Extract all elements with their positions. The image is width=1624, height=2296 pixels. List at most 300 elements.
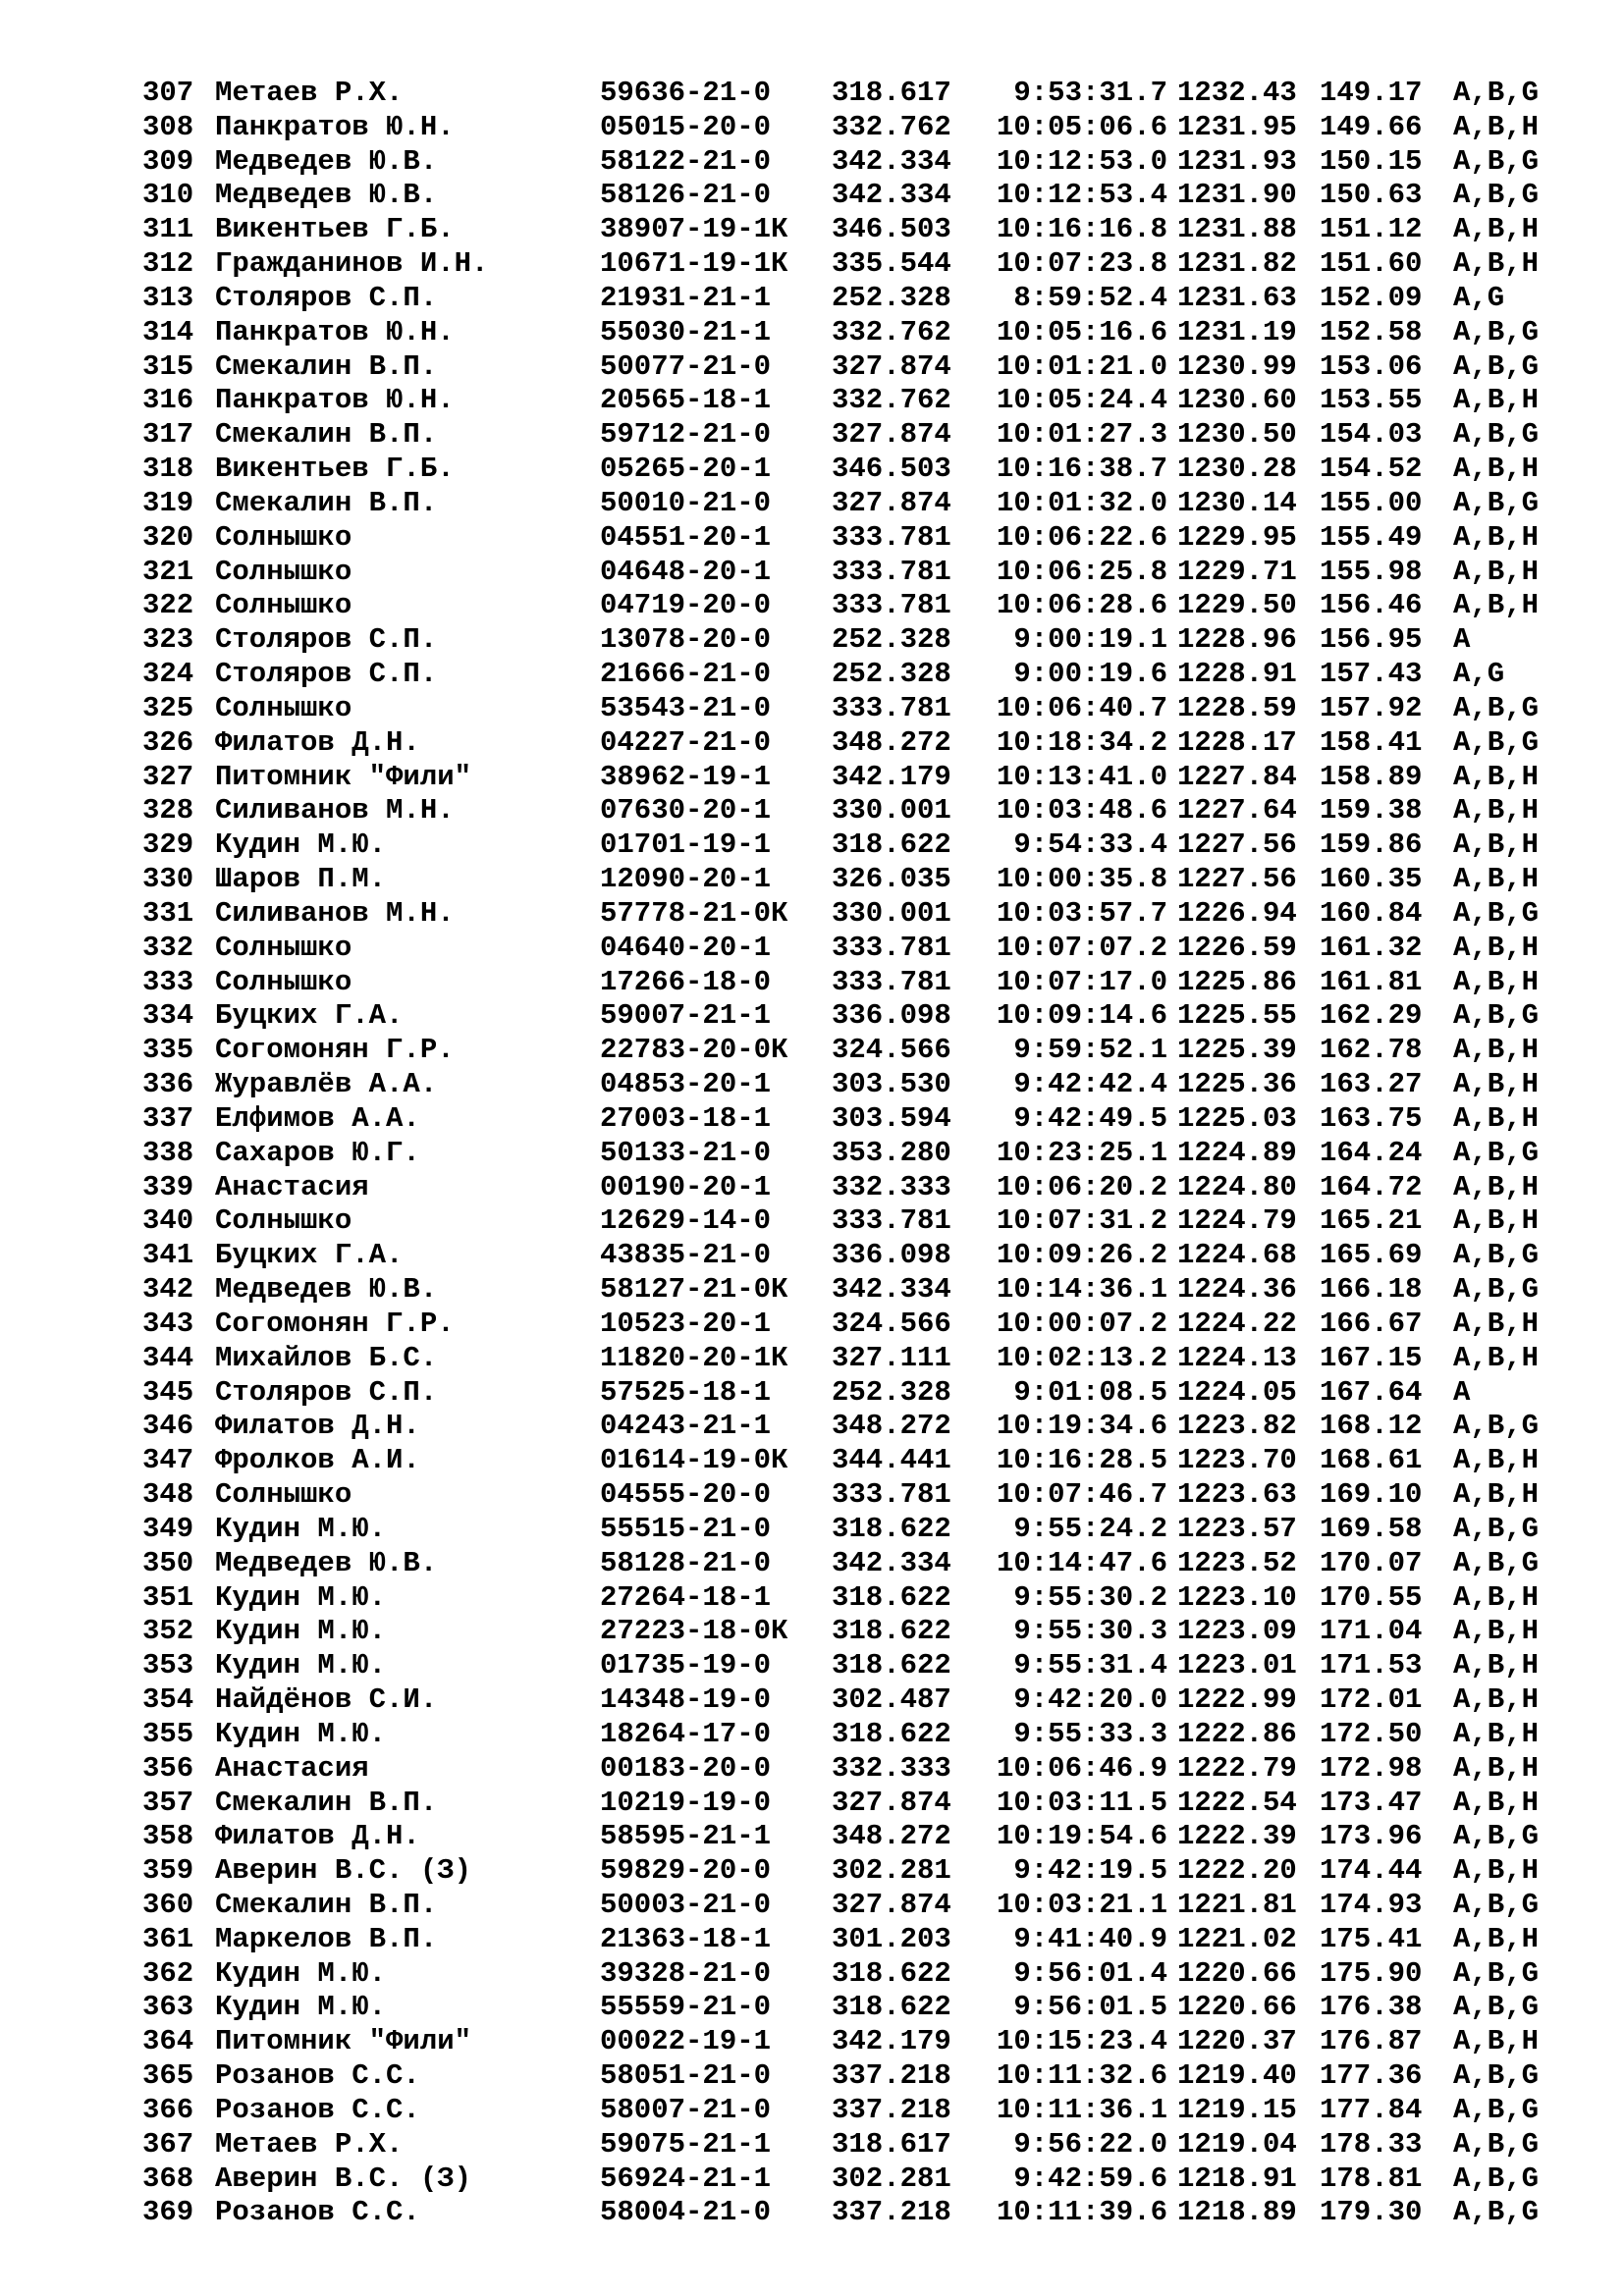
place-number: 340 bbox=[142, 1204, 194, 1238]
classification: A,B,H bbox=[1453, 2025, 1540, 2058]
place-number: 318 bbox=[142, 453, 194, 486]
speed: 1224.68 bbox=[1177, 1239, 1297, 1272]
classification: A,B,G bbox=[1453, 2093, 1540, 2126]
owner-name: Солнышко bbox=[215, 1204, 352, 1238]
classification: A,B,G bbox=[1453, 2196, 1540, 2229]
arrival-time: 10:09:14.6 bbox=[996, 999, 1167, 1033]
ring-number: 21931-21-1 bbox=[600, 281, 772, 314]
table-row bbox=[0, 1068, 1624, 1101]
owner-name: Анастасия bbox=[215, 1751, 369, 1785]
classification: A,B,H bbox=[1453, 1786, 1540, 1819]
table-row bbox=[0, 145, 1624, 179]
arrival-time: 9:01:08.5 bbox=[1013, 1375, 1167, 1409]
place-number: 337 bbox=[142, 1101, 194, 1135]
table-row bbox=[0, 179, 1624, 212]
points: 154.52 bbox=[1320, 453, 1423, 486]
table-row bbox=[0, 863, 1624, 896]
place-number: 330 bbox=[142, 863, 194, 896]
arrival-time: 10:01:21.0 bbox=[996, 349, 1167, 383]
points: 172.50 bbox=[1320, 1717, 1423, 1750]
arrival-time: 9:00:19.1 bbox=[1013, 623, 1167, 657]
distance: 318.617 bbox=[832, 2127, 951, 2161]
speed: 1226.59 bbox=[1177, 931, 1297, 964]
arrival-time: 10:06:22.6 bbox=[996, 520, 1167, 554]
ring-number: 59829-20-0 bbox=[600, 1854, 772, 1888]
speed: 1224.13 bbox=[1177, 1341, 1297, 1374]
place-number: 327 bbox=[142, 760, 194, 793]
classification: A,B,G bbox=[1453, 999, 1540, 1033]
arrival-time: 10:06:46.9 bbox=[996, 1751, 1167, 1785]
distance: 344.441 bbox=[832, 1444, 951, 1477]
points: 156.46 bbox=[1320, 589, 1423, 622]
points: 158.89 bbox=[1320, 760, 1423, 793]
points: 150.15 bbox=[1320, 144, 1423, 178]
arrival-time: 10:07:23.8 bbox=[996, 247, 1167, 281]
table-row bbox=[0, 1034, 1624, 1067]
arrival-time: 10:11:32.6 bbox=[996, 2059, 1167, 2093]
points: 171.53 bbox=[1320, 1649, 1423, 1682]
table-row bbox=[0, 2094, 1624, 2127]
table-row bbox=[0, 282, 1624, 315]
table-row bbox=[0, 1752, 1624, 1786]
points: 168.61 bbox=[1320, 1444, 1423, 1477]
points: 156.95 bbox=[1320, 623, 1423, 657]
points: 174.93 bbox=[1320, 1888, 1423, 1921]
place-number: 332 bbox=[142, 931, 194, 964]
table-row bbox=[0, 316, 1624, 349]
classification: A,B,H bbox=[1453, 1580, 1540, 1614]
speed: 1231.90 bbox=[1177, 179, 1297, 212]
classification: A,B,G bbox=[1453, 2059, 1540, 2093]
distance: 303.530 bbox=[832, 1068, 951, 1101]
classification: A,B,G bbox=[1453, 2162, 1540, 2195]
classification: A,B,H bbox=[1453, 1615, 1540, 1648]
owner-name: Столяров С.П. bbox=[215, 658, 438, 691]
owner-name: Кудин М.Ю. bbox=[215, 1956, 387, 1990]
owner-name: Филатов Д.Н. bbox=[215, 725, 420, 759]
owner-name: Солнышко bbox=[215, 589, 352, 622]
speed: 1225.55 bbox=[1177, 999, 1297, 1033]
owner-name: Буцких Г.А. bbox=[215, 999, 404, 1033]
classification: A,B,G bbox=[1453, 896, 1540, 930]
table-row bbox=[0, 1171, 1624, 1204]
distance: 326.035 bbox=[832, 863, 951, 896]
owner-name: Розанов С.С. bbox=[215, 2196, 420, 2229]
owner-name: Филатов Д.Н. bbox=[215, 1410, 420, 1443]
owner-name: Панкратов Ю.Н. bbox=[215, 110, 455, 143]
ring-number: 59636-21-0 bbox=[600, 77, 772, 109]
owner-name: Кудин М.Ю. bbox=[215, 1615, 387, 1648]
points: 163.27 bbox=[1320, 1068, 1423, 1101]
distance: 302.281 bbox=[832, 2162, 951, 2195]
distance: 333.781 bbox=[832, 691, 951, 724]
place-number: 369 bbox=[142, 2196, 194, 2229]
table-row bbox=[0, 556, 1624, 589]
owner-name: Смекалин В.П. bbox=[215, 349, 438, 383]
points: 172.01 bbox=[1320, 1683, 1423, 1716]
table-row bbox=[0, 1342, 1624, 1375]
owner-name: Гражданинов И.Н. bbox=[215, 247, 489, 281]
speed: 1231.93 bbox=[1177, 144, 1297, 178]
table-row bbox=[0, 1273, 1624, 1307]
owner-name: Шаров П.М. bbox=[215, 863, 387, 896]
speed: 1226.94 bbox=[1177, 896, 1297, 930]
arrival-time: 9:56:22.0 bbox=[1013, 2127, 1167, 2161]
speed: 1224.89 bbox=[1177, 1136, 1297, 1169]
table-row bbox=[0, 1615, 1624, 1648]
table-row bbox=[0, 1923, 1624, 1956]
place-number: 359 bbox=[142, 1854, 194, 1888]
owner-name: Кудин М.Ю. bbox=[215, 1512, 387, 1545]
speed: 1225.39 bbox=[1177, 1034, 1297, 1067]
table-row bbox=[0, 658, 1624, 691]
owner-name: Медведев Ю.В. bbox=[215, 179, 438, 212]
ring-number: 04640-20-1 bbox=[600, 931, 772, 964]
classification: A,B,H bbox=[1453, 1204, 1540, 1238]
ring-number: 04555-20-0 bbox=[600, 1478, 772, 1512]
classification: A,B,H bbox=[1453, 1854, 1540, 1888]
speed: 1228.91 bbox=[1177, 658, 1297, 691]
table-row bbox=[0, 384, 1624, 417]
distance: 342.334 bbox=[832, 1546, 951, 1579]
place-number: 347 bbox=[142, 1444, 194, 1477]
owner-name: Викентьев Г.Б. bbox=[215, 453, 455, 486]
table-row bbox=[0, 1204, 1624, 1238]
arrival-time: 10:01:32.0 bbox=[996, 486, 1167, 519]
ring-number: 04227-21-0 bbox=[600, 725, 772, 759]
points: 165.69 bbox=[1320, 1239, 1423, 1272]
place-number: 309 bbox=[142, 144, 194, 178]
points: 155.49 bbox=[1320, 520, 1423, 554]
arrival-time: 10:14:36.1 bbox=[996, 1273, 1167, 1307]
place-number: 314 bbox=[142, 315, 194, 348]
ring-number: 00183-20-0 bbox=[600, 1751, 772, 1785]
classification: A,B,G bbox=[1453, 486, 1540, 519]
arrival-time: 10:14:47.6 bbox=[996, 1546, 1167, 1579]
ring-number: 58122-21-0 bbox=[600, 144, 772, 178]
arrival-time: 10:03:57.7 bbox=[996, 896, 1167, 930]
points: 175.90 bbox=[1320, 1956, 1423, 1990]
points: 164.24 bbox=[1320, 1136, 1423, 1169]
distance: 336.098 bbox=[832, 999, 951, 1033]
arrival-time: 10:03:21.1 bbox=[996, 1888, 1167, 1921]
distance: 324.566 bbox=[832, 1034, 951, 1067]
ring-number: 07630-20-1 bbox=[600, 794, 772, 828]
classification: A,B,H bbox=[1453, 213, 1540, 246]
place-number: 344 bbox=[142, 1341, 194, 1374]
points: 178.33 bbox=[1320, 2127, 1423, 2161]
table-row bbox=[0, 1444, 1624, 1477]
arrival-time: 9:55:31.4 bbox=[1013, 1649, 1167, 1682]
ring-number: 00022-19-1 bbox=[600, 2025, 772, 2058]
speed: 1228.17 bbox=[1177, 725, 1297, 759]
classification: A,B,H bbox=[1453, 863, 1540, 896]
classification: A,B,G bbox=[1453, 349, 1540, 383]
ring-number: 50003-21-0 bbox=[600, 1888, 772, 1921]
arrival-time: 10:05:06.6 bbox=[996, 110, 1167, 143]
classification: A,B,G bbox=[1453, 1956, 1540, 1990]
table-row bbox=[0, 487, 1624, 520]
place-number: 317 bbox=[142, 418, 194, 452]
points: 158.41 bbox=[1320, 725, 1423, 759]
distance: 342.179 bbox=[832, 2025, 951, 2058]
table-row bbox=[0, 77, 1624, 110]
distance: 337.218 bbox=[832, 2196, 951, 2229]
speed: 1224.79 bbox=[1177, 1204, 1297, 1238]
points: 176.38 bbox=[1320, 1991, 1423, 2024]
table-row bbox=[0, 2196, 1624, 2229]
speed: 1223.63 bbox=[1177, 1478, 1297, 1512]
classification: A,B,H bbox=[1453, 1034, 1540, 1067]
place-number: 350 bbox=[142, 1546, 194, 1579]
distance: 327.874 bbox=[832, 349, 951, 383]
classification: A,B,H bbox=[1453, 1649, 1540, 1682]
ring-number: 10523-20-1 bbox=[600, 1307, 772, 1340]
arrival-time: 10:07:17.0 bbox=[996, 965, 1167, 998]
points: 165.21 bbox=[1320, 1204, 1423, 1238]
points: 157.43 bbox=[1320, 658, 1423, 691]
speed: 1221.81 bbox=[1177, 1888, 1297, 1921]
place-number: 328 bbox=[142, 794, 194, 828]
classification: A,B,H bbox=[1453, 110, 1540, 143]
classification: A,B,H bbox=[1453, 828, 1540, 862]
points: 155.98 bbox=[1320, 555, 1423, 588]
arrival-time: 10:15:23.4 bbox=[996, 2025, 1167, 2058]
classification: A,B,G bbox=[1453, 1136, 1540, 1169]
place-number: 316 bbox=[142, 384, 194, 417]
owner-name: Солнышко bbox=[215, 555, 352, 588]
owner-name: Солнышко bbox=[215, 931, 352, 964]
owner-name: Кудин М.Ю. bbox=[215, 1649, 387, 1682]
ring-number: 58007-21-0 bbox=[600, 2093, 772, 2126]
owner-name: Викентьев Г.Б. bbox=[215, 213, 455, 246]
classification: A,B,G bbox=[1453, 2127, 1540, 2161]
speed: 1224.05 bbox=[1177, 1375, 1297, 1409]
table-row bbox=[0, 794, 1624, 828]
classification: A,B,G bbox=[1453, 418, 1540, 452]
points: 161.81 bbox=[1320, 965, 1423, 998]
place-number: 333 bbox=[142, 965, 194, 998]
ring-number: 57778-21-0К bbox=[600, 896, 788, 930]
table-row bbox=[0, 418, 1624, 452]
owner-name: Медведев Ю.В. bbox=[215, 144, 438, 178]
distance: 346.503 bbox=[832, 453, 951, 486]
place-number: 319 bbox=[142, 486, 194, 519]
arrival-time: 10:16:16.8 bbox=[996, 213, 1167, 246]
owner-name: Метаев Р.Х. bbox=[215, 2127, 404, 2161]
ring-number: 04853-20-1 bbox=[600, 1068, 772, 1101]
distance: 301.203 bbox=[832, 1922, 951, 1955]
points: 177.36 bbox=[1320, 2059, 1423, 2093]
place-number: 307 bbox=[142, 77, 194, 109]
distance: 348.272 bbox=[832, 1820, 951, 1853]
arrival-time: 10:07:46.7 bbox=[996, 1478, 1167, 1512]
ring-number: 53543-21-0 bbox=[600, 691, 772, 724]
owner-name: Кудин М.Ю. bbox=[215, 1580, 387, 1614]
speed: 1223.82 bbox=[1177, 1410, 1297, 1443]
ring-number: 01701-19-1 bbox=[600, 828, 772, 862]
table-row bbox=[0, 1478, 1624, 1512]
distance: 318.622 bbox=[832, 1956, 951, 1990]
points: 178.81 bbox=[1320, 2162, 1423, 2195]
table-row bbox=[0, 1513, 1624, 1546]
place-number: 360 bbox=[142, 1888, 194, 1921]
distance: 327.874 bbox=[832, 486, 951, 519]
owner-name: Сахаров Ю.Г. bbox=[215, 1136, 420, 1169]
owner-name: Аверин В.С. (З) bbox=[215, 2162, 472, 2195]
classification: A,B,H bbox=[1453, 520, 1540, 554]
arrival-time: 10:11:39.6 bbox=[996, 2196, 1167, 2229]
speed: 1231.19 bbox=[1177, 315, 1297, 348]
ring-number: 38907-19-1К bbox=[600, 213, 788, 246]
place-number: 367 bbox=[142, 2127, 194, 2161]
distance: 302.487 bbox=[832, 1683, 951, 1716]
place-number: 325 bbox=[142, 691, 194, 724]
owner-name: Буцких Г.А. bbox=[215, 1239, 404, 1272]
table-row bbox=[0, 213, 1624, 246]
arrival-time: 9:54:33.4 bbox=[1013, 828, 1167, 862]
ring-number: 13078-20-0 bbox=[600, 623, 772, 657]
distance: 332.762 bbox=[832, 110, 951, 143]
arrival-time: 10:05:16.6 bbox=[996, 315, 1167, 348]
table-row bbox=[0, 350, 1624, 384]
owner-name: Найдёнов С.И. bbox=[215, 1683, 438, 1716]
place-number: 341 bbox=[142, 1239, 194, 1272]
place-number: 345 bbox=[142, 1375, 194, 1409]
ring-number: 55559-21-0 bbox=[600, 1991, 772, 2024]
classification: A,B,H bbox=[1453, 1444, 1540, 1477]
owner-name: Согомонян Г.Р. bbox=[215, 1034, 455, 1067]
classification: A,B,H bbox=[1453, 1683, 1540, 1716]
ring-number: 58126-21-0 bbox=[600, 179, 772, 212]
owner-name: Столяров С.П. bbox=[215, 1375, 438, 1409]
owner-name: Михайлов Б.С. bbox=[215, 1341, 438, 1374]
place-number: 343 bbox=[142, 1307, 194, 1340]
points: 152.58 bbox=[1320, 315, 1423, 348]
ring-number: 04719-20-0 bbox=[600, 589, 772, 622]
ring-number: 04551-20-1 bbox=[600, 520, 772, 554]
ring-number: 39328-21-0 bbox=[600, 1956, 772, 1990]
classification: A,G bbox=[1453, 281, 1505, 314]
table-row bbox=[0, 1683, 1624, 1717]
points: 153.06 bbox=[1320, 349, 1423, 383]
owner-name: Силиванов М.Н. bbox=[215, 896, 455, 930]
classification: A,B,G bbox=[1453, 1273, 1540, 1307]
distance: 342.334 bbox=[832, 144, 951, 178]
ring-number: 59712-21-0 bbox=[600, 418, 772, 452]
classification: A,B,H bbox=[1453, 965, 1540, 998]
classification: A,B,H bbox=[1453, 1751, 1540, 1785]
points: 151.60 bbox=[1320, 247, 1423, 281]
distance: 324.566 bbox=[832, 1307, 951, 1340]
points: 162.29 bbox=[1320, 999, 1423, 1033]
owner-name: Солнышко bbox=[215, 1478, 352, 1512]
classification: A,B,G bbox=[1453, 1410, 1540, 1443]
speed: 1229.95 bbox=[1177, 520, 1297, 554]
ring-number: 22783-20-0К bbox=[600, 1034, 788, 1067]
place-number: 363 bbox=[142, 1991, 194, 2024]
ring-number: 59007-21-1 bbox=[600, 999, 772, 1033]
arrival-time: 9:42:20.0 bbox=[1013, 1683, 1167, 1716]
owner-name: Солнышко bbox=[215, 691, 352, 724]
points: 166.67 bbox=[1320, 1307, 1423, 1340]
ring-number: 59075-21-1 bbox=[600, 2127, 772, 2161]
table-row bbox=[0, 999, 1624, 1033]
speed: 1224.36 bbox=[1177, 1273, 1297, 1307]
arrival-time: 9:42:59.6 bbox=[1013, 2162, 1167, 2195]
table-row bbox=[0, 1547, 1624, 1580]
distance: 342.179 bbox=[832, 760, 951, 793]
points: 155.00 bbox=[1320, 486, 1423, 519]
speed: 1220.37 bbox=[1177, 2025, 1297, 2058]
distance: 327.874 bbox=[832, 1786, 951, 1819]
speed: 1223.57 bbox=[1177, 1512, 1297, 1545]
ring-number: 05265-20-1 bbox=[600, 453, 772, 486]
distance: 318.622 bbox=[832, 1649, 951, 1682]
place-number: 308 bbox=[142, 110, 194, 143]
ring-number: 58128-21-0 bbox=[600, 1546, 772, 1579]
speed: 1219.04 bbox=[1177, 2127, 1297, 2161]
table-row bbox=[0, 1889, 1624, 1922]
table-row bbox=[0, 966, 1624, 999]
distance: 318.622 bbox=[832, 828, 951, 862]
owner-name: Смекалин В.П. bbox=[215, 1888, 438, 1921]
distance: 336.098 bbox=[832, 1239, 951, 1272]
points: 162.78 bbox=[1320, 1034, 1423, 1067]
ring-number: 56924-21-1 bbox=[600, 2162, 772, 2195]
arrival-time: 10:23:25.1 bbox=[996, 1136, 1167, 1169]
owner-name: Солнышко bbox=[215, 520, 352, 554]
distance: 318.622 bbox=[832, 1991, 951, 2024]
speed: 1223.09 bbox=[1177, 1615, 1297, 1648]
place-number: 349 bbox=[142, 1512, 194, 1545]
arrival-time: 10:01:27.3 bbox=[996, 418, 1167, 452]
table-row bbox=[0, 2059, 1624, 2093]
speed: 1230.60 bbox=[1177, 384, 1297, 417]
classification: A,B,G bbox=[1453, 1239, 1540, 1272]
points: 170.07 bbox=[1320, 1546, 1423, 1579]
distance: 252.328 bbox=[832, 281, 951, 314]
ring-number: 10219-19-0 bbox=[600, 1786, 772, 1819]
classification: A,B,H bbox=[1453, 1307, 1540, 1340]
arrival-time: 10:13:41.0 bbox=[996, 760, 1167, 793]
arrival-time: 10:16:38.7 bbox=[996, 453, 1167, 486]
arrival-time: 10:06:25.8 bbox=[996, 555, 1167, 588]
place-number: 313 bbox=[142, 281, 194, 314]
place-number: 323 bbox=[142, 623, 194, 657]
arrival-time: 9:55:30.2 bbox=[1013, 1580, 1167, 1614]
classification: A,B,H bbox=[1453, 1478, 1540, 1512]
ring-number: 58595-21-1 bbox=[600, 1820, 772, 1853]
speed: 1222.86 bbox=[1177, 1717, 1297, 1750]
owner-name: Розанов С.С. bbox=[215, 2093, 420, 2126]
classification: A,B,H bbox=[1453, 1717, 1540, 1750]
owner-name: Столяров С.П. bbox=[215, 281, 438, 314]
classification: A,B,G bbox=[1453, 691, 1540, 724]
owner-name: Питомник "Фили" bbox=[215, 760, 472, 793]
speed: 1220.66 bbox=[1177, 1991, 1297, 2024]
table-row bbox=[0, 521, 1624, 555]
speed: 1230.50 bbox=[1177, 418, 1297, 452]
distance: 327.874 bbox=[832, 1888, 951, 1921]
speed: 1225.86 bbox=[1177, 965, 1297, 998]
table-row bbox=[0, 932, 1624, 965]
points: 170.55 bbox=[1320, 1580, 1423, 1614]
speed: 1231.82 bbox=[1177, 247, 1297, 281]
speed: 1220.66 bbox=[1177, 1956, 1297, 1990]
distance: 318.622 bbox=[832, 1717, 951, 1750]
distance: 333.781 bbox=[832, 1478, 951, 1512]
